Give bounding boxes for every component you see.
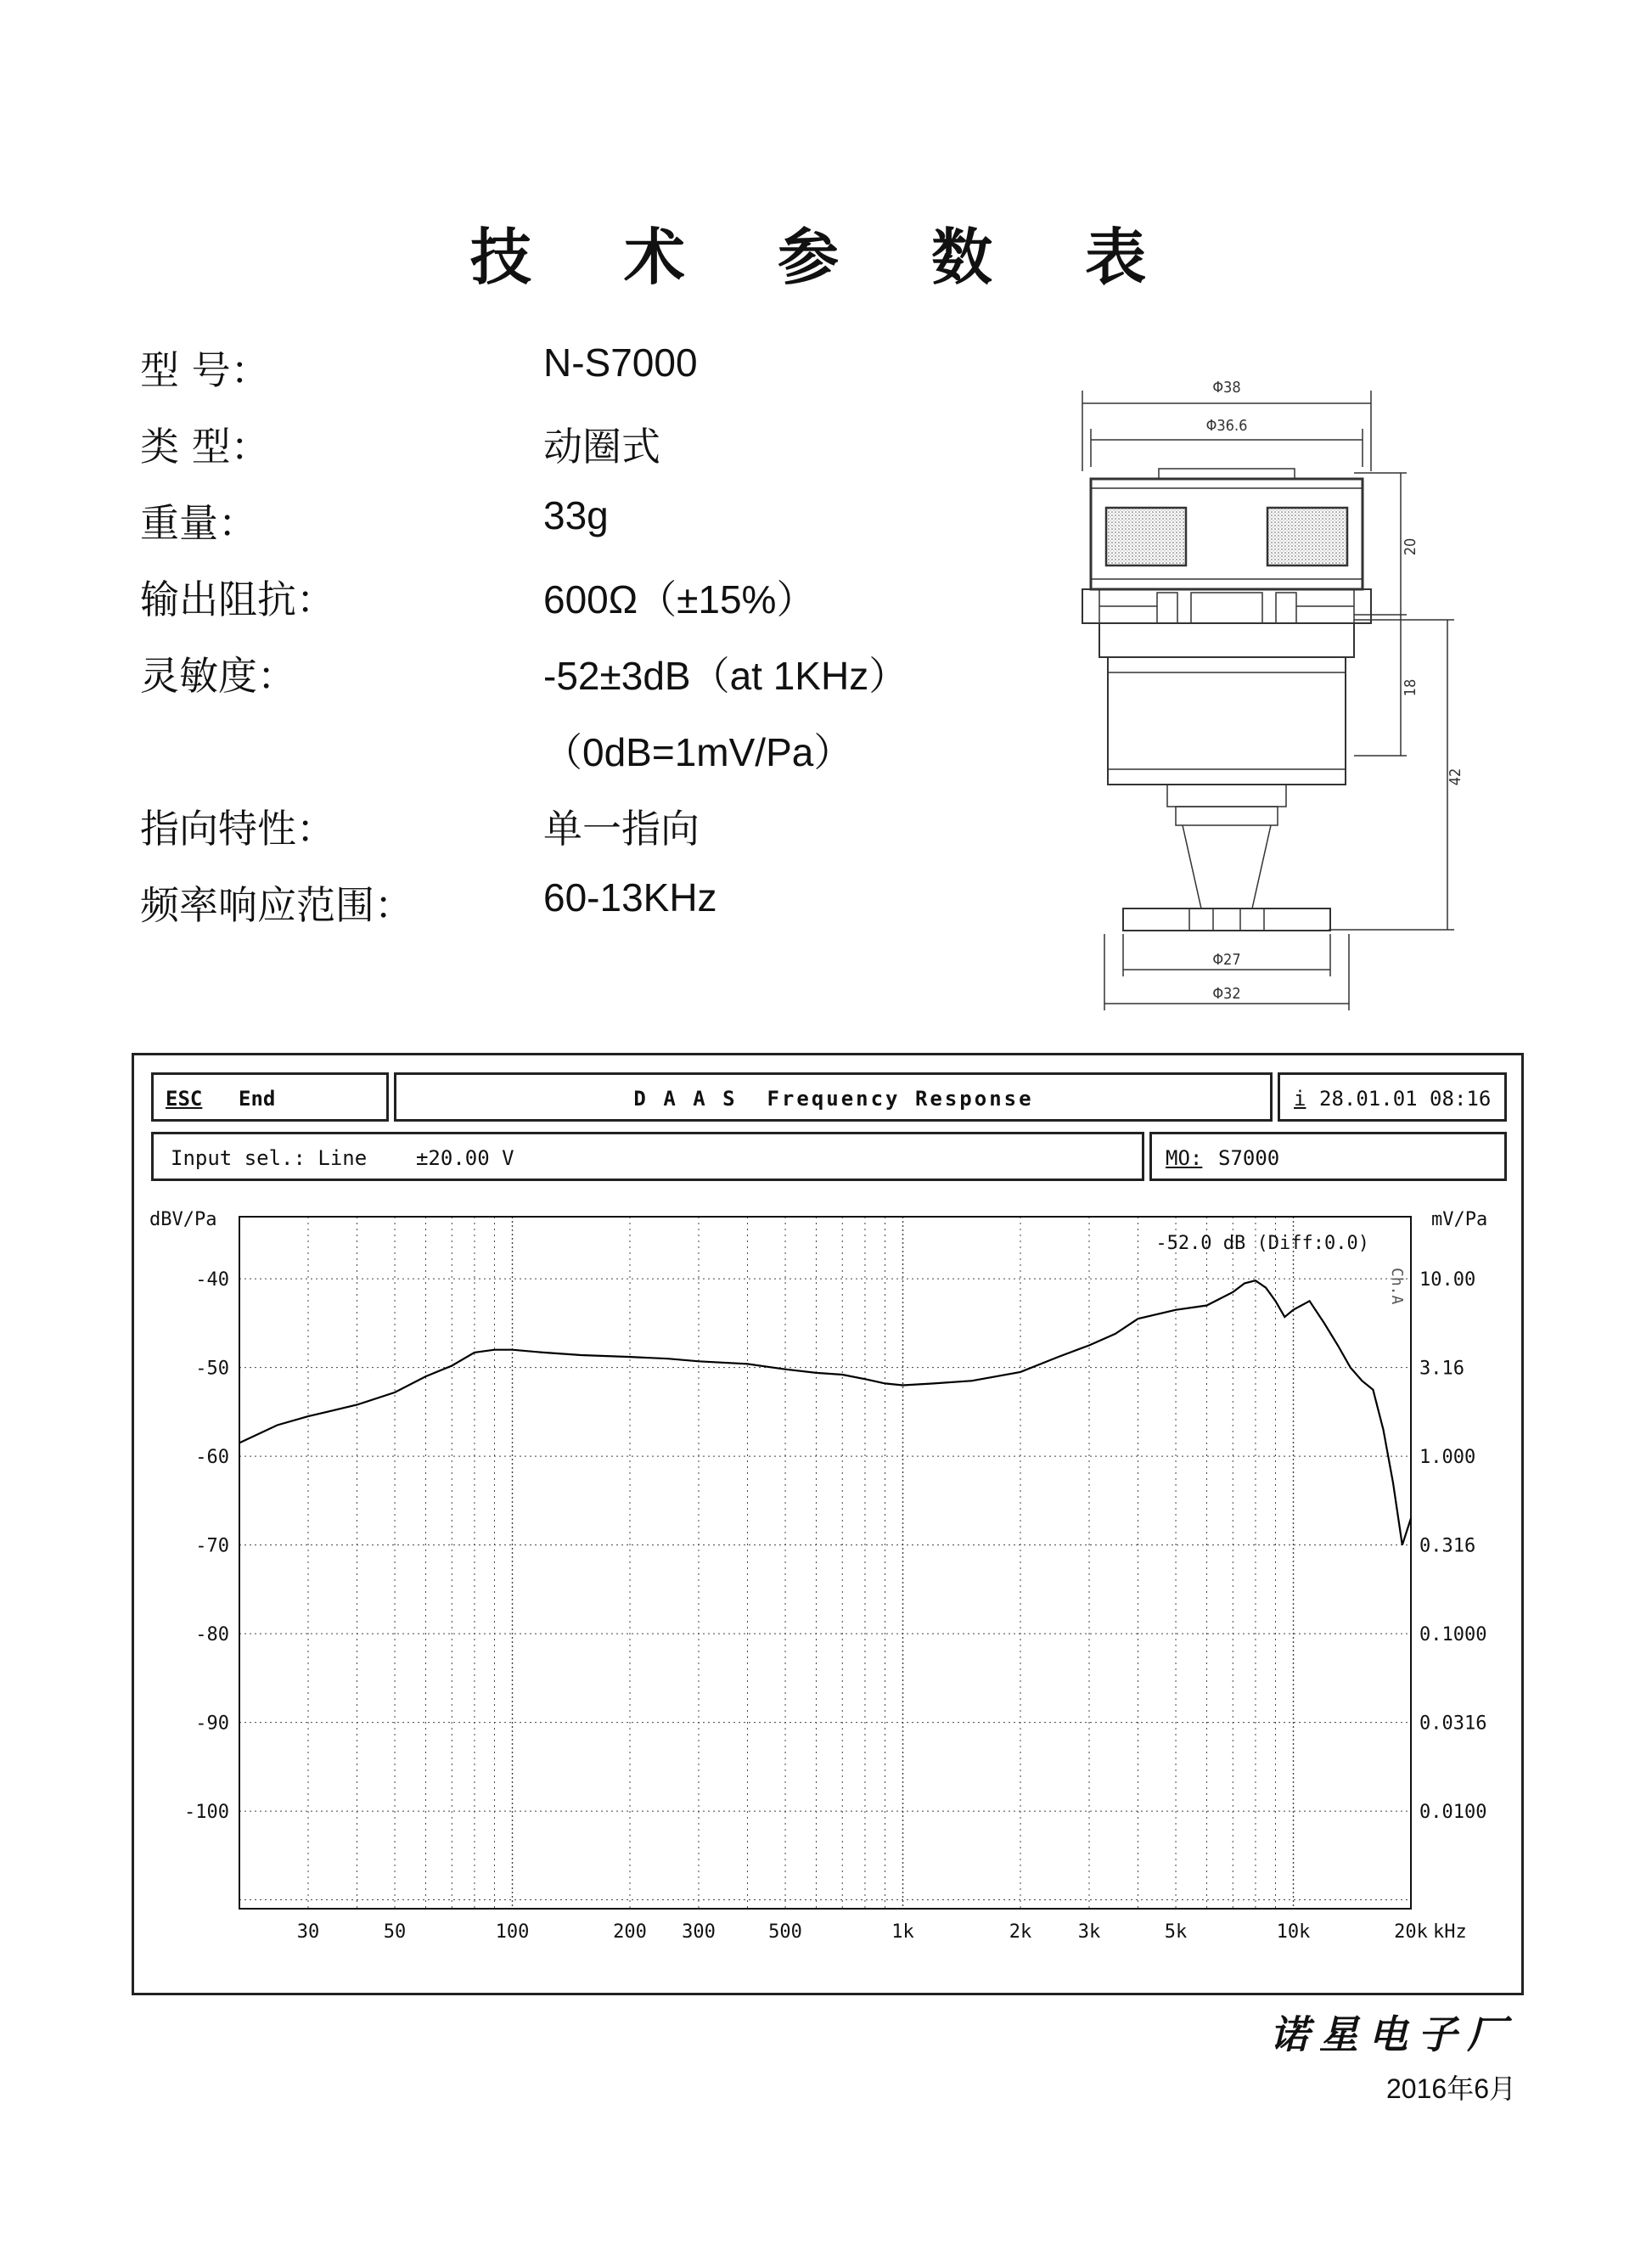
y-tick-label-left: -90 [195, 1713, 229, 1735]
spec-value: 单一指向 [543, 806, 700, 852]
x-tick-label: 30 [296, 1921, 320, 1943]
x-tick-label: 200 [613, 1921, 647, 1943]
y-axis-right-title: mV/Pa [1431, 1209, 1488, 1230]
dim-base-outer: Φ32 [1212, 985, 1241, 1003]
spec-value: 33g [543, 493, 609, 537]
y-axis-left-title: dBV/Pa [149, 1209, 217, 1230]
spec-value: N-S7000 [543, 340, 698, 385]
x-axis [297, 1921, 1467, 1943]
end-key[interactable]: End [239, 1087, 276, 1111]
spec-value: -52±3dB（at 1KHz） [543, 654, 908, 698]
y-tick-label-left: -70 [195, 1535, 229, 1557]
frequency-response-panel [132, 1053, 1524, 1995]
page-title: 技 术 参 数 表 [469, 221, 1183, 293]
spec-value: 60-13KHz [543, 875, 717, 920]
level-readout: -52.0 dB (Diff:0.0) [1155, 1233, 1369, 1254]
x-tick-label: 10k [1276, 1921, 1311, 1943]
x-tick-label: 2k [1009, 1921, 1032, 1943]
x-tick-label: 100 [495, 1921, 530, 1943]
dim-outer-diameter: Φ38 [1212, 379, 1241, 397]
x-tick-label: 1k [891, 1921, 914, 1943]
x-tick-label: 500 [768, 1921, 802, 1943]
mo-label: MO: [1166, 1146, 1203, 1170]
x-axis-unit: kHz [1433, 1921, 1467, 1943]
y-tick-label-right: 0.0316 [1419, 1713, 1487, 1735]
x-tick-label: 3k [1077, 1921, 1101, 1943]
y-tick-label-left: -40 [195, 1269, 229, 1291]
x-tick-label: 20k [1394, 1921, 1428, 1943]
mo-value: S7000 [1218, 1146, 1280, 1170]
series-line-response [239, 1280, 1411, 1544]
spec-row-impedance [140, 569, 1074, 628]
spec-label: 重量： [140, 500, 257, 546]
y-tick-label-right: 1.000 [1419, 1447, 1476, 1469]
spec-row-frequency-range [140, 875, 1074, 934]
spec-row-weight [140, 492, 1074, 552]
y-tick-label-right: 0.1000 [1419, 1624, 1487, 1646]
spec-label: 型 号： [140, 347, 270, 393]
spec-row-type [140, 416, 1074, 475]
x-tick-label: 5k [1164, 1921, 1188, 1943]
plot-frame [239, 1217, 1411, 1909]
y-tick-label-left: -80 [195, 1624, 229, 1646]
channel-label: Ch.A [1388, 1268, 1406, 1305]
input-select: Input sel.: Line ±20.00 V [171, 1146, 514, 1170]
y-tick-label-right: 0.0100 [1419, 1802, 1487, 1824]
dim-height-mid: 18 [1402, 678, 1419, 697]
frequency-response-chart [134, 1055, 1521, 1993]
y-axis-right [1419, 1269, 1486, 1823]
dim-base-inner: Φ27 [1212, 951, 1241, 969]
dim-inner-diameter: Φ36.6 [1205, 417, 1248, 435]
spec-label: 类 型： [140, 424, 270, 470]
spec-value: （0dB=1mV/Pa） [543, 730, 853, 774]
spec-label: 灵敏度： [140, 653, 296, 699]
y-axis-left [184, 1269, 229, 1823]
company-name: 诺星电子厂 [1270, 2011, 1516, 2057]
spec-row-polar-pattern [140, 798, 1074, 858]
spec-value: 600Ω（±15%） [543, 577, 816, 622]
dim-height-total: 42 [1447, 768, 1464, 786]
spec-row-model [140, 340, 1074, 399]
y-tick-label-left: -50 [195, 1358, 229, 1380]
y-tick-label-left: -60 [195, 1447, 229, 1469]
spec-label: 指向特性： [140, 806, 335, 852]
x-tick-label: 300 [682, 1921, 716, 1943]
dim-height-top: 20 [1402, 537, 1419, 556]
document-date: 2016年6月 [1386, 2073, 1516, 2104]
app-title: D A A S Frequency Response [633, 1087, 1034, 1111]
spec-label: 输出阻抗： [140, 577, 335, 622]
y-tick-label-left: -100 [184, 1802, 229, 1824]
spec-row-reference [140, 722, 1074, 781]
spec-label: 频率响应范围： [140, 882, 413, 928]
y-tick-label-right: 10.00 [1419, 1269, 1476, 1291]
chart-grid [239, 1217, 1411, 1909]
x-tick-label: 50 [383, 1921, 407, 1943]
info-icon[interactable]: i [1294, 1087, 1306, 1111]
y-tick-label-right: 0.316 [1419, 1535, 1476, 1557]
mic-dimension-drawing [1074, 365, 1464, 1019]
y-tick-label-right: 3.16 [1419, 1358, 1464, 1380]
datetime: 28.01.01 08:16 [1319, 1087, 1492, 1111]
esc-key[interactable]: ESC [166, 1087, 203, 1111]
spec-value: 动圈式 [543, 424, 660, 470]
spec-row-sensitivity [140, 645, 1074, 705]
